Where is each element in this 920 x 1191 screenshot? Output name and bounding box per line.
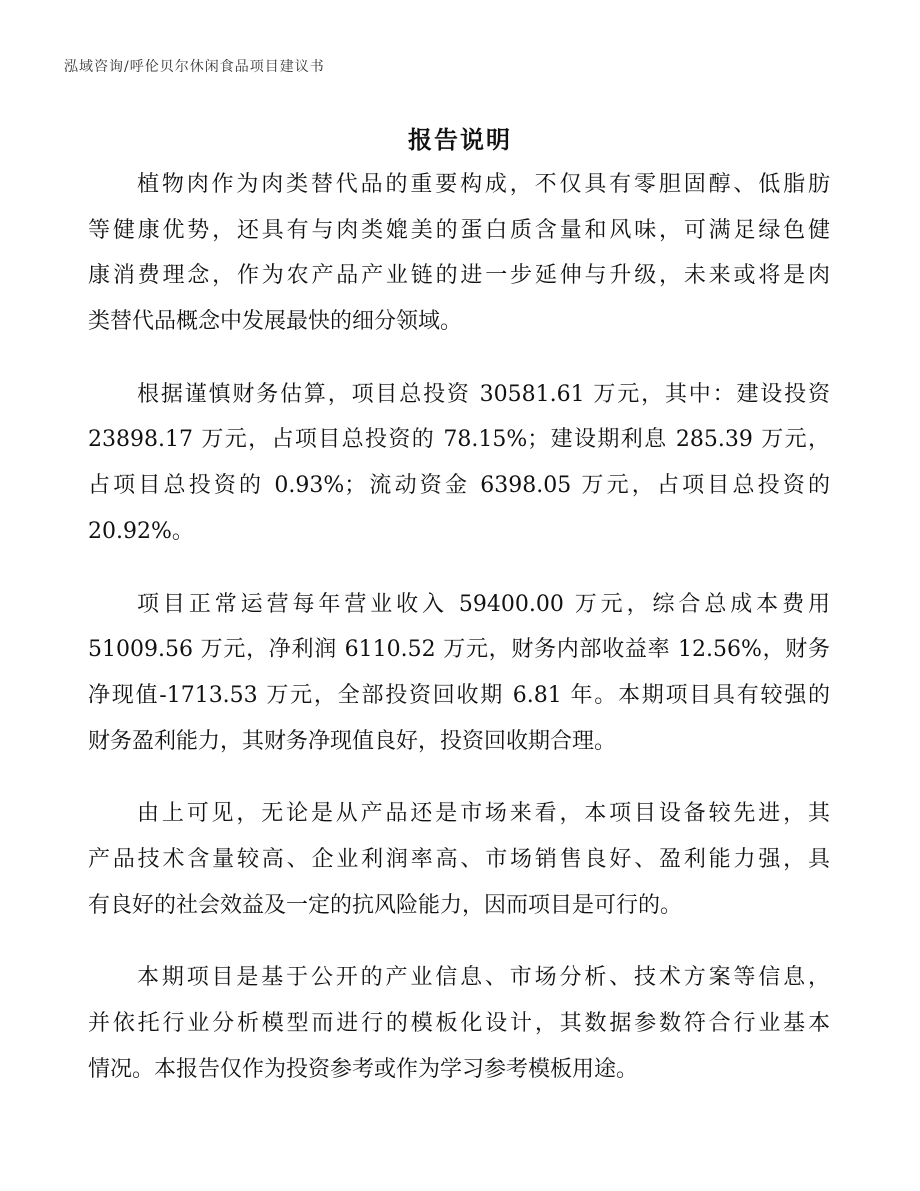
paragraph-line: 由上可见，无论是从产品还是市场来看，本项目设备较先进，其: [137, 801, 830, 827]
paragraph-line: 产品技术含量较高、企业利润率高、市场销售良好、盈利能力强，具: [88, 846, 830, 872]
paragraph-line: 植物肉作为肉类替代品的重要构成，不仅具有零胆固醇、低脂肪: [137, 172, 830, 197]
paragraph: [88, 582, 830, 765]
paragraph-line: 并依托行业分析模型而进行的模板化设计，其数据参数符合行业基本: [88, 1011, 830, 1036]
paragraph-line: 51009.56 万元，净利润 6110.52 万元，财务内部收益率 12.56%，财务: [88, 637, 830, 663]
paragraph-line: 有良好的社会效益及一定的抗风险能力，因而项目是可行的。: [88, 892, 683, 918]
paragraph-line: 类替代品概念中发展最快的细分领域。: [88, 309, 463, 335]
paragraph-line: 情况。本报告仅作为投资参考或作为学习参考模板用途。: [88, 1056, 639, 1082]
paragraph-line: 财务盈利能力，其财务净现值良好，投资回收期合理。: [88, 728, 617, 754]
paragraph-line: 等健康优势，还具有与肉类媲美的蛋白质含量和风味，可满足绿色健: [88, 217, 830, 243]
paragraph-line: 本期项目是基于公开的产业信息、市场分析、技术方案等信息，: [137, 965, 830, 991]
document-body: [88, 162, 830, 1119]
paragraph-line: 23898.17 万元，占项目总投资的 78.15%；建设期利息 285.39 万元，: [88, 427, 830, 453]
page-header: 泓域咨询/呼伦贝尔休闲食品项目建议书: [64, 59, 325, 75]
paragraph-line: 项目正常运营每年营业收入 59400.00 万元，综合总成本费用: [137, 591, 830, 617]
paragraph-line: 净现值-1713.53 万元，全部投资回收期 6.81 年。本期项目具有较强的: [88, 682, 830, 708]
paragraph-line: 根据谨慎财务估算，项目总投资 30581.61 万元，其中：建设投资: [137, 381, 830, 407]
paragraph: [88, 791, 830, 928]
paragraph-line: 20.92%。: [88, 518, 194, 544]
paragraph-line: 占项目总投资的 0.93%；流动资金 6398.05 万元，占项目总投资的: [88, 473, 830, 499]
paragraph-line: 康消费理念，作为农产品产业链的进一步延伸与升级，未来或将是肉: [88, 263, 830, 289]
paragraph: [88, 955, 830, 1092]
paragraph: [88, 162, 830, 345]
page-title: 报告说明: [408, 126, 512, 154]
paragraph: [88, 372, 830, 555]
